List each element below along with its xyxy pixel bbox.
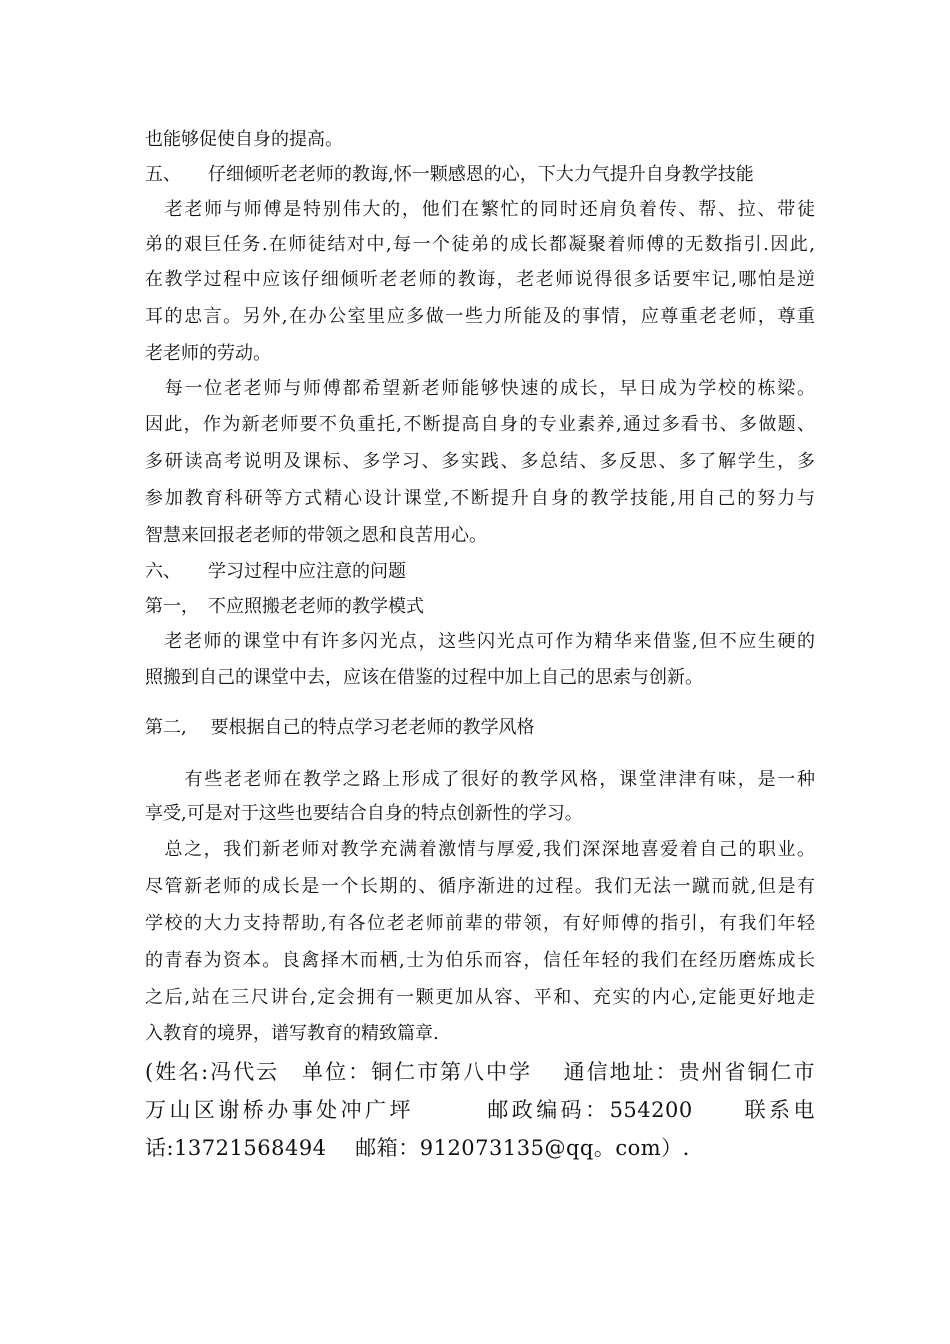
body-line: 有些老老师在教学之路上形成了很好的教学风格，课堂津津有味，是一种 [145, 769, 815, 790]
body-line: 学校的大力支持帮助,有各位老老师前辈的带领，有好师傅的指引，有我们年轻 [145, 913, 815, 934]
body-line: 总之，我们新老师对教学充满着激情与厚爱,我们深深地喜爱着自己的职业。 [145, 839, 815, 860]
body-line: 之后,站在三尺讲台,定会拥有一颗更加从容、平和、充实的内心,定能更好地走 [145, 987, 815, 1008]
body-line: 每一位老老师与师傅都希望新老师能够快速的成长，早日成为学校的栋梁。 [145, 378, 815, 399]
contact-line: (姓名:冯代云 单位：铜仁市第八中学 通信地址：贵州省铜仁市 [145, 1060, 815, 1084]
body-line: 享受,可是对于这些也要结合自身的特点创新性的学习。 [145, 803, 583, 824]
section-heading-5: 五、 仔细倾听老老师的教诲,怀一颗感恩的心，下大力气提升自身教学技能 [145, 164, 754, 185]
body-line: 弟的艰巨任务.在师徒结对中,每一个徒弟的成长都凝聚着师傅的无数指引.因此, [145, 234, 815, 255]
contact-line: 话:13721568494 邮箱：912073135@qq。com）. [145, 1136, 690, 1160]
body-line: 的青春为资本。良禽择木而栖,士为伯乐而容，信任年轻的我们在经历磨炼成长 [145, 950, 815, 971]
subheading-1: 第一， 不应照搬老老师的教学模式 [145, 596, 424, 617]
body-line: 老老师的课堂中有许多闪光点，这些闪光点可作为精华来借鉴,但不应生硬的 [145, 631, 815, 652]
contact-line: 万山区谢桥办事处冲广坪 邮政编码：554200 联系电 [145, 1098, 815, 1122]
body-line: 因此，作为新老师要不负重托,不断提高自身的专业素养,通过多看书、多做题、 [145, 414, 815, 435]
section-heading-6: 六、 学习过程中应注意的问题 [145, 561, 406, 582]
subheading-2: 第二, 要根据自己的特点学习老老师的教学风格 [145, 717, 535, 738]
body-line: 在教学过程中应该仔细倾听老老师的教诲，老老师说得很多话要牢记,哪怕是逆 [145, 269, 815, 290]
body-line: 照搬到自己的课堂中去，应该在借鉴的过程中加上自己的思索与创新。 [145, 667, 703, 688]
body-line: 入教育的境界，谱写教育的精致篇章. [145, 1023, 439, 1044]
body-line: 参加教育科研等方式精心设计课堂,不断提升自身的教学技能,用自己的努力与 [145, 488, 815, 509]
body-line: 老老师与师傅是特别伟大的，他们在繁忙的同时还肩负着传、帮、拉、带徒 [145, 199, 815, 220]
body-line: 多研读高考说明及课标、多学习、多实践、多总结、多反思、多了解学生，多 [145, 451, 815, 472]
body-line: 尽管新老师的成长是一个长期的、循序渐进的过程。我们无法一蹴而就,但是有 [145, 876, 815, 897]
body-line: 耳的忠言。另外,在办公室里应多做一些力所能及的事情，应尊重老老师，尊重 [145, 306, 815, 327]
body-line: 智慧来回报老老师的带领之恩和良苦用心。 [145, 525, 487, 546]
body-line: 老老师的劳动。 [145, 343, 271, 364]
body-line: 也能够促使自身的提高。 [145, 129, 343, 150]
